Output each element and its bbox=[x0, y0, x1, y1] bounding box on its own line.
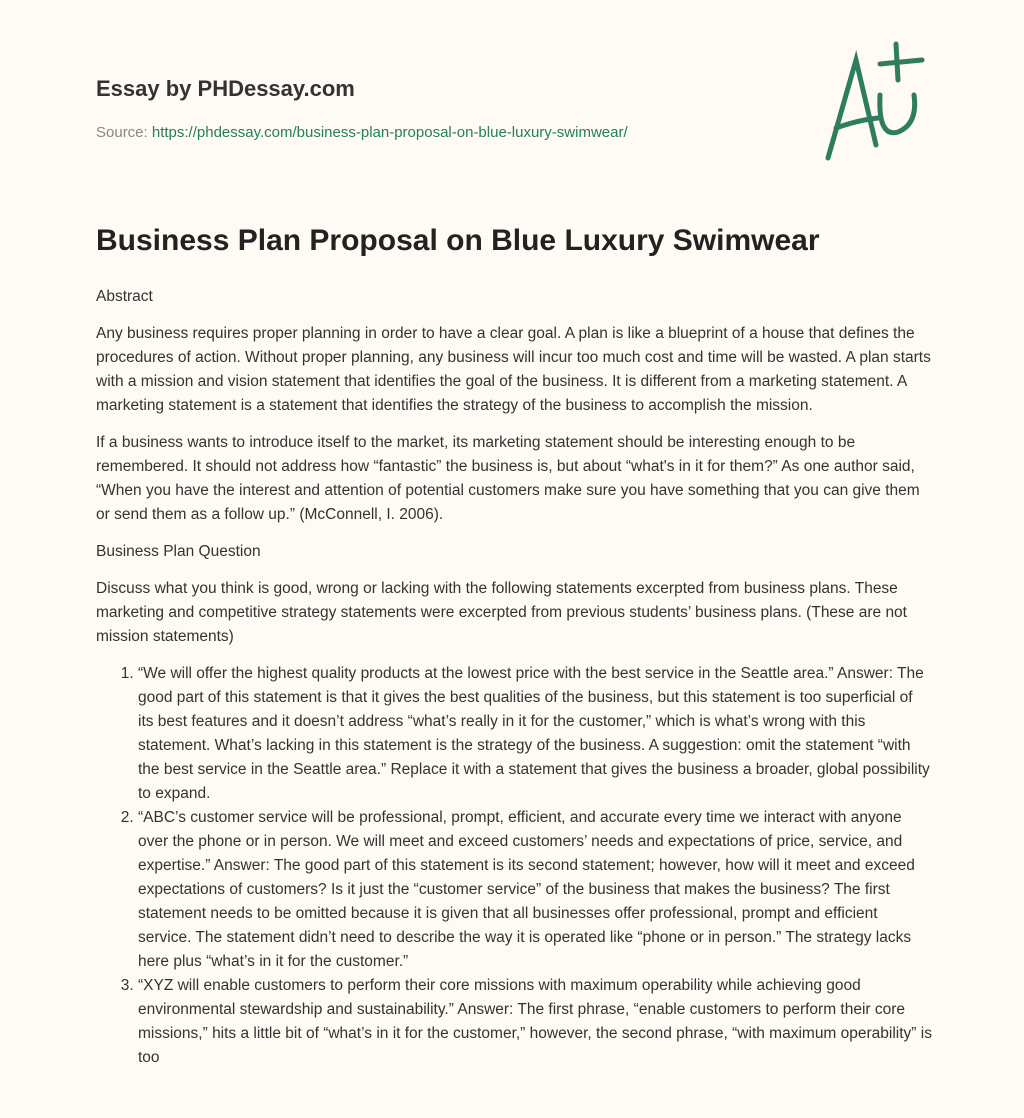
section-heading-question: Business Plan Question bbox=[96, 543, 261, 560]
paragraph: Discuss what you think is good, wrong or lacking with the following statements excerpted from business plans. These marketing and competitive strategy statements were excerpted from previous students’ business plans. (These are not mission statements) bbox=[96, 580, 907, 645]
source-line bbox=[96, 124, 628, 141]
source-label: Source: bbox=[96, 124, 148, 141]
a-plus-logo-icon bbox=[818, 40, 928, 165]
list-item: 2. “ABC’s customer service will be professional, prompt, efficient, and accurate every time we interact with anyone over the phone or in person. We will meet and exceed customers’ needs and expectations of price, service, and expertise.” Answer: The good part of this statement is its second statement; however, how will it meet and exceed expectations of customers? Is it just the “customer service” of the business that makes the business? The first statement needs to be omitted because it is given that all businesses offer professional, prompt and efficient service. The statement didn’t need to describe the way it is operated like “phone or in person.” The strategy lacks here plus “what’s in it for the customer.” bbox=[138, 806, 932, 974]
list-item: 3. “XYZ will enable customers to perform their core missions with maximum operability while achieving good environmental stewardship and sustainability.” Answer: The first phrase, “enable customers to perform their core missions,” hits a little bit of “what’s in it for the customer,” however, the second phrase, “with maximum operability” is too bbox=[138, 974, 932, 1070]
brand-title: Essay by PHDessay.com bbox=[96, 76, 355, 101]
essay-body bbox=[96, 285, 932, 1070]
essay-title: Business Plan Proposal on Blue Luxury Swimwear bbox=[96, 224, 820, 257]
statement-list bbox=[96, 662, 932, 1070]
source-link[interactable]: https://phdessay.com/business-plan-proposal-on-blue-luxury-swimwear/ bbox=[151, 124, 628, 141]
paragraph: If a business wants to introduce itself to the market, its marketing statement should be interesting enough to be remembered. It should not address how “fantastic” the business is, but about “what's in it for them?” As one author said, “When you have the interest and attention of potential customers make sure you have something that you can give them or send them as a follow up.” (McConnell, I. 2006). bbox=[96, 434, 920, 523]
section-heading-abstract: Abstract bbox=[96, 288, 153, 305]
list-item: 1. “We will offer the highest quality products at the lowest price with the best service in the Seattle area.” Answer: The good part of this statement is that it gives the best qualities of the business, but this statement is too superficial of its best features and it doesn’t address “what’s really in it for the customer,” which is what’s wrong with this statement. What’s lacking in this statement is the strategy of the business. A suggestion: omit the statement “with the best service in the Seattle area.” Replace it with a statement that gives the business a broader, global possibility to expand. bbox=[138, 662, 932, 806]
paragraph: Any business requires proper planning in order to have a clear goal. A plan is like a blueprint of a house that defines the procedures of action. Without proper planning, any business will incur too much cost and time will be wasted. A plan starts with a mission and vision statement that identifies the goal of the business. It is different from a marketing statement. A marketing statement is a statement that identifies the strategy of the business to accomplish the mission. bbox=[96, 325, 931, 414]
